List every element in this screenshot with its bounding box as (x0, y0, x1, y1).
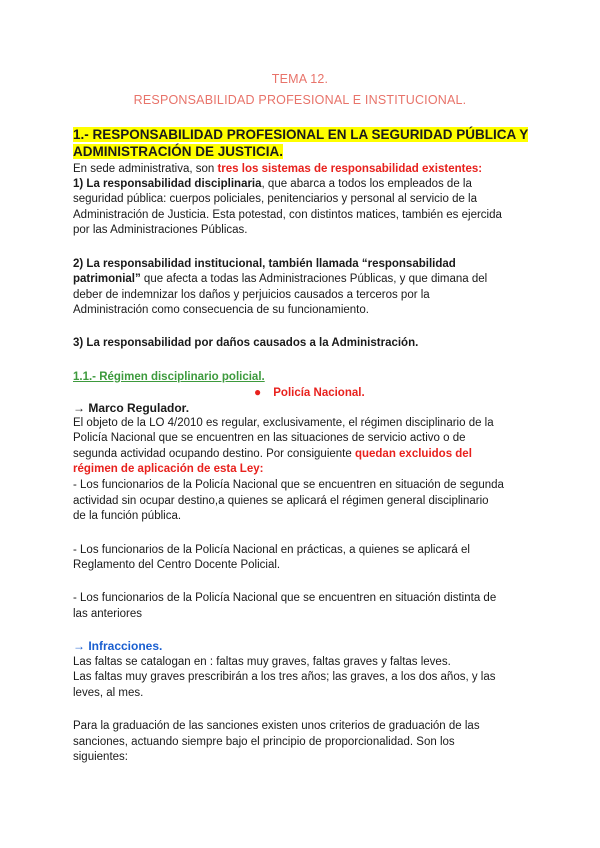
marco-line1: El objeto de la LO 4/2010 es regular, exclusivamente, el régimen disciplinario de la (73, 417, 494, 429)
section-1-heading-line1: 1.- RESPONSABILIDAD PROFESIONAL EN LA SEGURIDAD PÚBLICA Y (73, 127, 529, 142)
exclusion2-line1: - Los funcionarios de la Policía Nacional en prácticas, a quienes se aplicará el (73, 544, 470, 556)
item1-line4: por las Administraciones Públicas. (73, 224, 248, 236)
marco-line3-highlight: quedan excluidos del (354, 448, 472, 460)
item2-line3: deber de indemnizar los daños y perjuicios causados a terceros por la (73, 289, 430, 301)
item1-bold: 1) La responsabilidad disciplinaria (73, 178, 262, 190)
exclusion1-line3: de la función pública. (73, 510, 182, 522)
topic-title: RESPONSABILIDAD PROFESIONAL E INSTITUCIONAL. (133, 93, 467, 107)
bullet-icon: ● (254, 385, 262, 399)
subsection-1-1-heading: 1.1.- Régimen disciplinario policial. (73, 371, 265, 383)
item2-line1: 2) La responsabilidad institucional, también llamada “responsabilidad (73, 258, 456, 270)
exclusion3-line2: las anteriores (73, 608, 143, 620)
graduacion-line2: sanciones, actuando siempre bajo el principio de proporcionalidad. Son los (73, 736, 455, 748)
item2-bold: patrimonial” (73, 273, 141, 285)
marco-line4: régimen de aplicación de esta Ley: (73, 463, 264, 475)
item2-rest: que afecta a todas las Administraciones Públicas, y que dimana del (140, 273, 488, 285)
bullet-label: Policía Nacional. (273, 387, 365, 399)
graduacion-line1: Para la graduación de las sanciones existen unos criterios de graduación de las (73, 720, 480, 732)
topic-number: TEMA 12. (271, 72, 329, 86)
exclusion1-line2: actividad sin ocupar destino,a quienes se aplicará el régimen general disciplinario (73, 495, 489, 507)
marco-regulador-label: → Marco Regulador. (73, 401, 190, 415)
exclusion2-line2: Reglamento del Centro Docente Policial. (73, 559, 281, 571)
graduacion-line3: siguientes: (73, 751, 128, 763)
marco-line3 (73, 447, 472, 463)
section-1-heading (73, 126, 528, 144)
item1-line3: Administración de Justicia. Esta potestad, con distintos matices, también es ejercida (73, 209, 502, 221)
infracciones-line3: leves, al mes. (73, 687, 144, 699)
exclusion3-line1: - Los funcionarios de la Policía Nacional que se encuentren en situación distinta de (73, 592, 497, 604)
intro-text: En sede administrativa, son (73, 163, 218, 175)
intro-highlight: tres los sistemas de responsabilidad existentes: (217, 163, 483, 175)
exclusion1-line1: - Los funcionarios de la Policía Nacional que se encuentren en situación de segunda (73, 479, 504, 491)
section-1-heading-2 (73, 143, 283, 161)
item1-line2: seguridad pública: cuerpos policiales, penitenciarios y personal al servicio de la (73, 193, 478, 205)
infracciones-label: → Infracciones. (73, 639, 163, 653)
item1-rest: , que abarca a todos los empleados de la (261, 178, 472, 190)
intro-paragraph (73, 162, 482, 178)
item1-line1 (73, 177, 472, 193)
infracciones-line1: Las faltas se catalogan en : faltas muy graves, faltas graves y faltas leves. (73, 656, 451, 668)
marco-line2: Policía Nacional que se encuentren en las situaciones de servicio activo o de (73, 432, 466, 444)
item2-line4: Administración como consecuencia de su funcionamiento. (73, 304, 369, 316)
item2-line2 (73, 272, 487, 288)
infracciones-line2: Las faltas muy graves prescribirán a los tres años; las graves, a los dos años, y las (73, 671, 496, 683)
section-1-heading-line2: ADMINISTRACIÓN DE JUSTICIA. (73, 144, 284, 159)
marco-line3-text: segunda actividad ocupando destino. Por consiguiente (73, 448, 355, 460)
bullet-policia-nacional (254, 385, 365, 402)
item3: 3) La responsabilidad por daños causados a la Administración. (73, 337, 419, 349)
